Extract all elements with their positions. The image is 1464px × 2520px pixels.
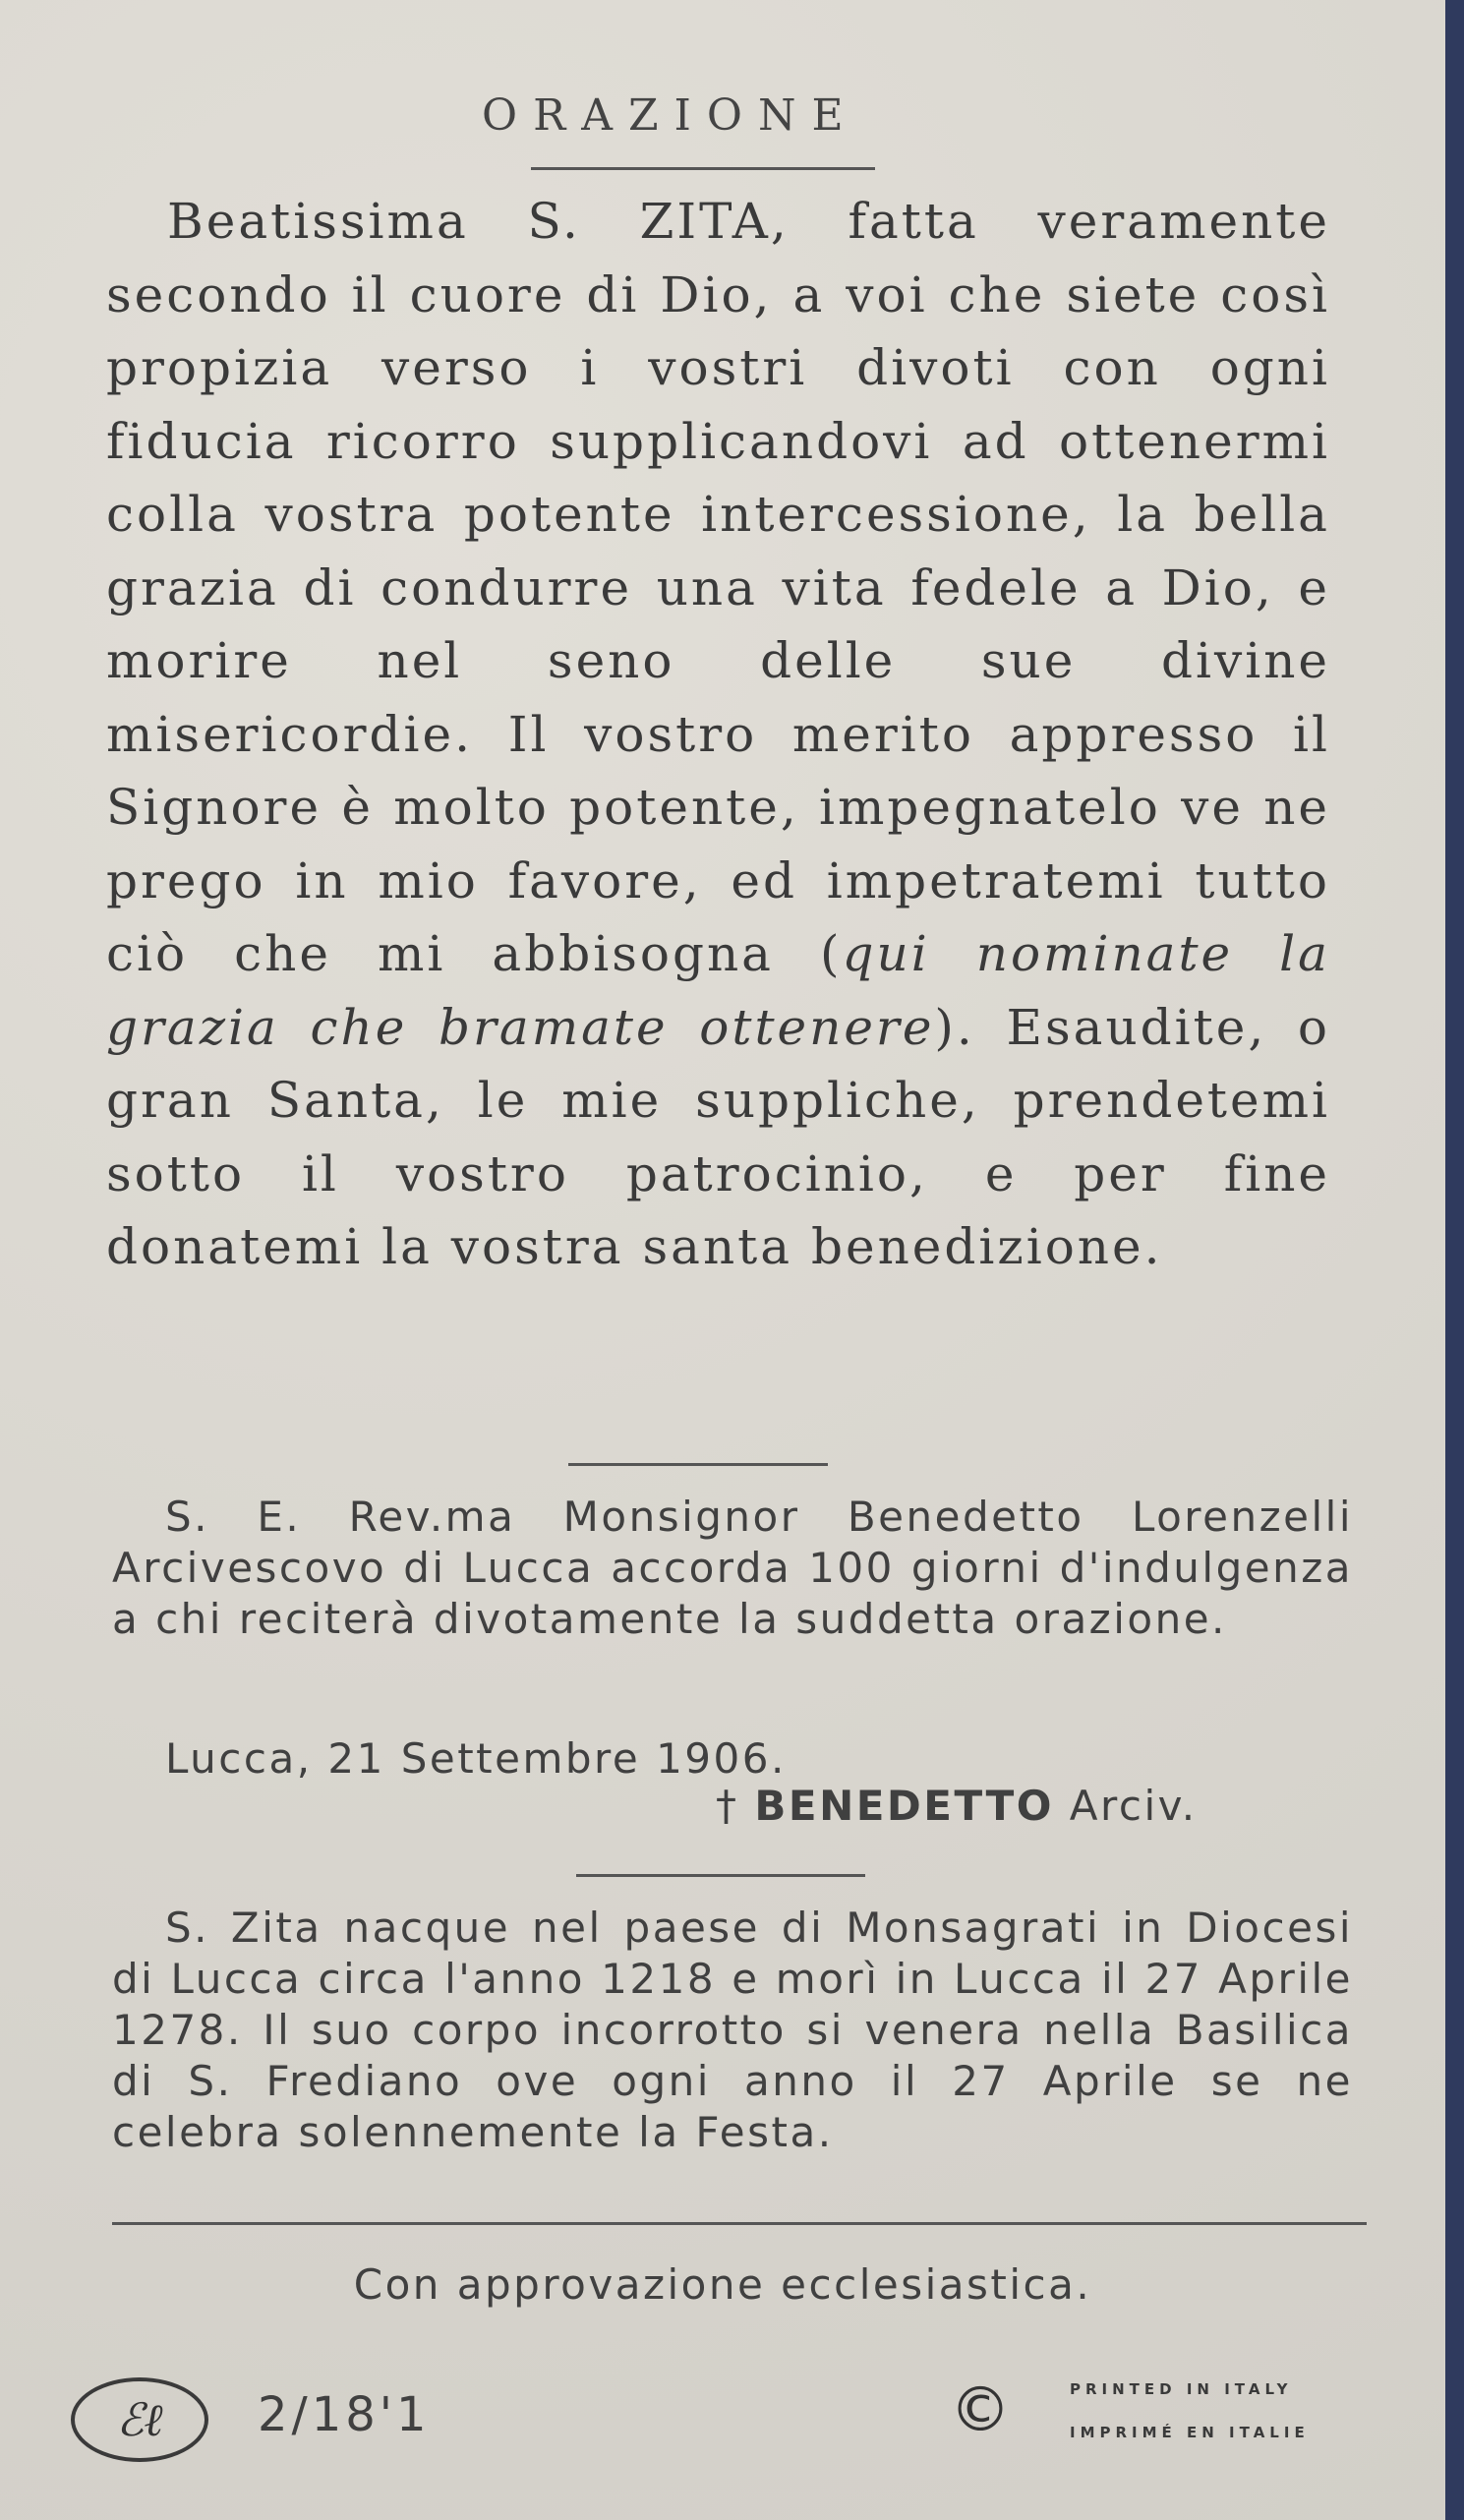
printed-line-italy: PRINTED IN ITALY (1070, 2380, 1293, 2398)
printed-line-italie: IMPRIMÉ EN ITALIE (1070, 2424, 1310, 2441)
prayer-italic-instruction: qui nominate la grazia che bramate ottenere (106, 925, 1330, 1056)
biography-text: S. Zita nacque nel paese di Monsagrati in Diocesi di Lucca circa l'anno 1218 e morì in Lucca il 27 Aprile 1278. Il suo corpo incorrotto si venera nella Basilica di S. Frediano ove ogni anno il 27 Aprile se ne celebra solennemente la Festa. (112, 1904, 1353, 2156)
prayer-text (106, 185, 1330, 1284)
printed-notice (1070, 2368, 1310, 2454)
ecclesiastical-approval: Con approvazione ecclesiastica. (353, 2260, 1092, 2309)
divider-3 (112, 2222, 1367, 2225)
cross-symbol: † (716, 1782, 739, 1830)
indulgence-text: S. E. Rev.ma Monsignor Benedetto Lorenzelli Arcivescovo di Lucca accorda 100 giorni d'indulgenza a chi reciterà divotamente la suddetta orazione. (112, 1493, 1353, 1643)
issue-date: Lucca, 21 Settembre 1906. (165, 1734, 787, 1783)
signature-title: Arciv. (1069, 1782, 1198, 1830)
prayer-title: ORAZIONE (482, 90, 859, 141)
copyright-symbol: © (950, 2373, 1011, 2445)
divider-2 (576, 1874, 865, 1877)
archbishop-signature (716, 1782, 1198, 1830)
divider-1 (568, 1463, 828, 1466)
signature-name: BENEDETTO (754, 1782, 1054, 1830)
title-underline (531, 167, 875, 170)
publisher-logo: ℰℓ (71, 2377, 208, 2462)
prayer-text-part-2: ). Esaudite, o gran Santa, le mie suppliche, prendetemi sotto il vostro patrocinio, e per fine donatemi la vostra santa benedizione. (106, 998, 1330, 1275)
catalog-code: 2/18'1 (258, 2387, 431, 2442)
prayer-text-part-1: Beatissima S. ZITA, fatta veramente secondo il cuore di Dio, a voi che siete così propizia verso i vostri divoti con ogni fiducia ricorro supplicandovi ad ottenermi colla vostra potente intercessione, la bella grazia di condurre una vita fedele a Dio, e morire nel seno delle sue divine misericordie. Il vostro merito appresso il Signore è molto potente, impegnatelo ve ne prego in mio favore, ed impetratemi tutto ciò che mi abbisogna ( (106, 193, 1330, 982)
